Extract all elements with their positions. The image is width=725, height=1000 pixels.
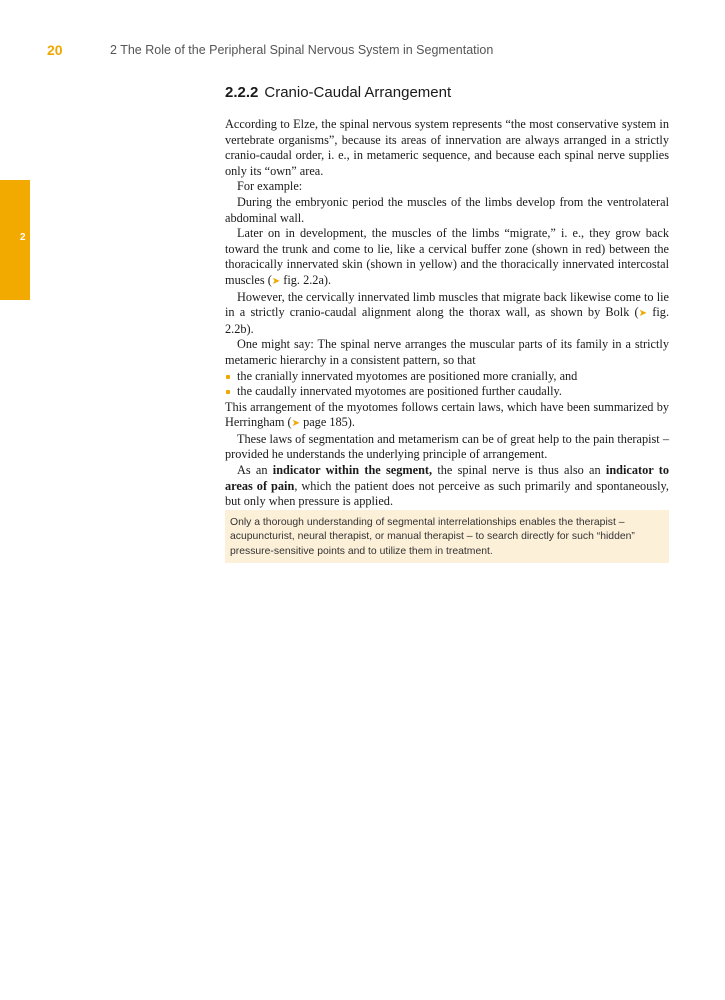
page-number: 20 xyxy=(47,42,63,58)
paragraph-text: Later on in development, the muscles of the limbs “migrate,” i. e., they grow back toward the trunk and come to lie, like a cervical buffer zone (shown in red) between the thoracically innervated skin (shown in yellow) and the thoracically innervated intercostal muscles ( xyxy=(225,226,669,287)
paragraph-text: the spinal nerve is thus also an xyxy=(432,463,606,478)
paragraph xyxy=(225,290,669,338)
bullet-list xyxy=(225,369,669,400)
paragraph-text: This arrangement of the myotomes follows certain laws, which have been summarized by Herringham ( xyxy=(225,399,669,430)
running-header: 2 The Role of the Peripheral Spinal Nervous System in Segmentation xyxy=(110,43,494,57)
figure-reference: fig. 2.2b). xyxy=(225,305,670,336)
list-item: the cranially innervated myotomes are positioned more cranially, and xyxy=(225,369,669,385)
chapter-tab-label: 2 xyxy=(20,232,26,243)
paragraph-text: , which the patient does not perceive as such primarily and spontaneously, but only when pressure is applied. xyxy=(225,478,669,509)
paragraph: For example: xyxy=(237,179,303,194)
figure-reference: fig. 2.2a). xyxy=(283,272,332,287)
paragraph: These laws of segmentation and metamerism can be of great help to the pain therapist – provided he understands the underlying principle of arrangement. xyxy=(225,431,669,462)
list-item: the caudally innervated myotomes are positioned further caudally. xyxy=(225,384,669,400)
paragraph xyxy=(225,226,669,289)
paragraph-text: As an xyxy=(237,463,273,478)
chapter-tab xyxy=(0,180,30,300)
paragraph: According to Elze, the spinal nervous system represents “the most conservative system in vertebrate organisms”, because its areas of innervation are always arranged in a strictly cranio-caudal order, i. e., in metameric sequence, and because each spinal nerve supplies only its “own” area. xyxy=(225,117,669,178)
section-number: 2.2.2 xyxy=(225,84,259,101)
bold-phrase: indicator within the segment, xyxy=(272,463,433,478)
arrow-right-icon: ➤ xyxy=(291,418,300,430)
section-heading xyxy=(225,84,451,101)
note-box: Only a thorough understanding of segmental interrelationships enables the therapist – acupuncturist, neural therapist, or manual therapist – to search directly for such “hidden” pressure-sensitive points and to utilize them in treatment. xyxy=(225,510,669,563)
arrow-right-icon: ➤ xyxy=(271,275,281,287)
paragraph: During the embryonic period the muscles of the limbs develop from the ventrolateral abdominal wall. xyxy=(225,194,669,225)
page-reference: page 185). xyxy=(303,415,355,430)
section-title: Cranio-Caudal Arrangement xyxy=(264,84,452,101)
paragraph xyxy=(225,400,669,432)
paragraph: One might say: The spinal nerve arranges the muscular parts of its family in a strictly metameric hierarchy in a consistent pattern, so that xyxy=(225,337,669,367)
body-text xyxy=(225,117,669,510)
paragraph-text: However, the cervically innervated limb muscles that migrate back likewise come to lie in a strictly cranio-caudal alignment along the thorax wall, as shown by Bolk ( xyxy=(225,289,669,320)
paragraph xyxy=(225,463,669,510)
arrow-right-icon: ➤ xyxy=(638,308,648,320)
bold-phrase: indicator to areas of pain xyxy=(225,463,670,493)
